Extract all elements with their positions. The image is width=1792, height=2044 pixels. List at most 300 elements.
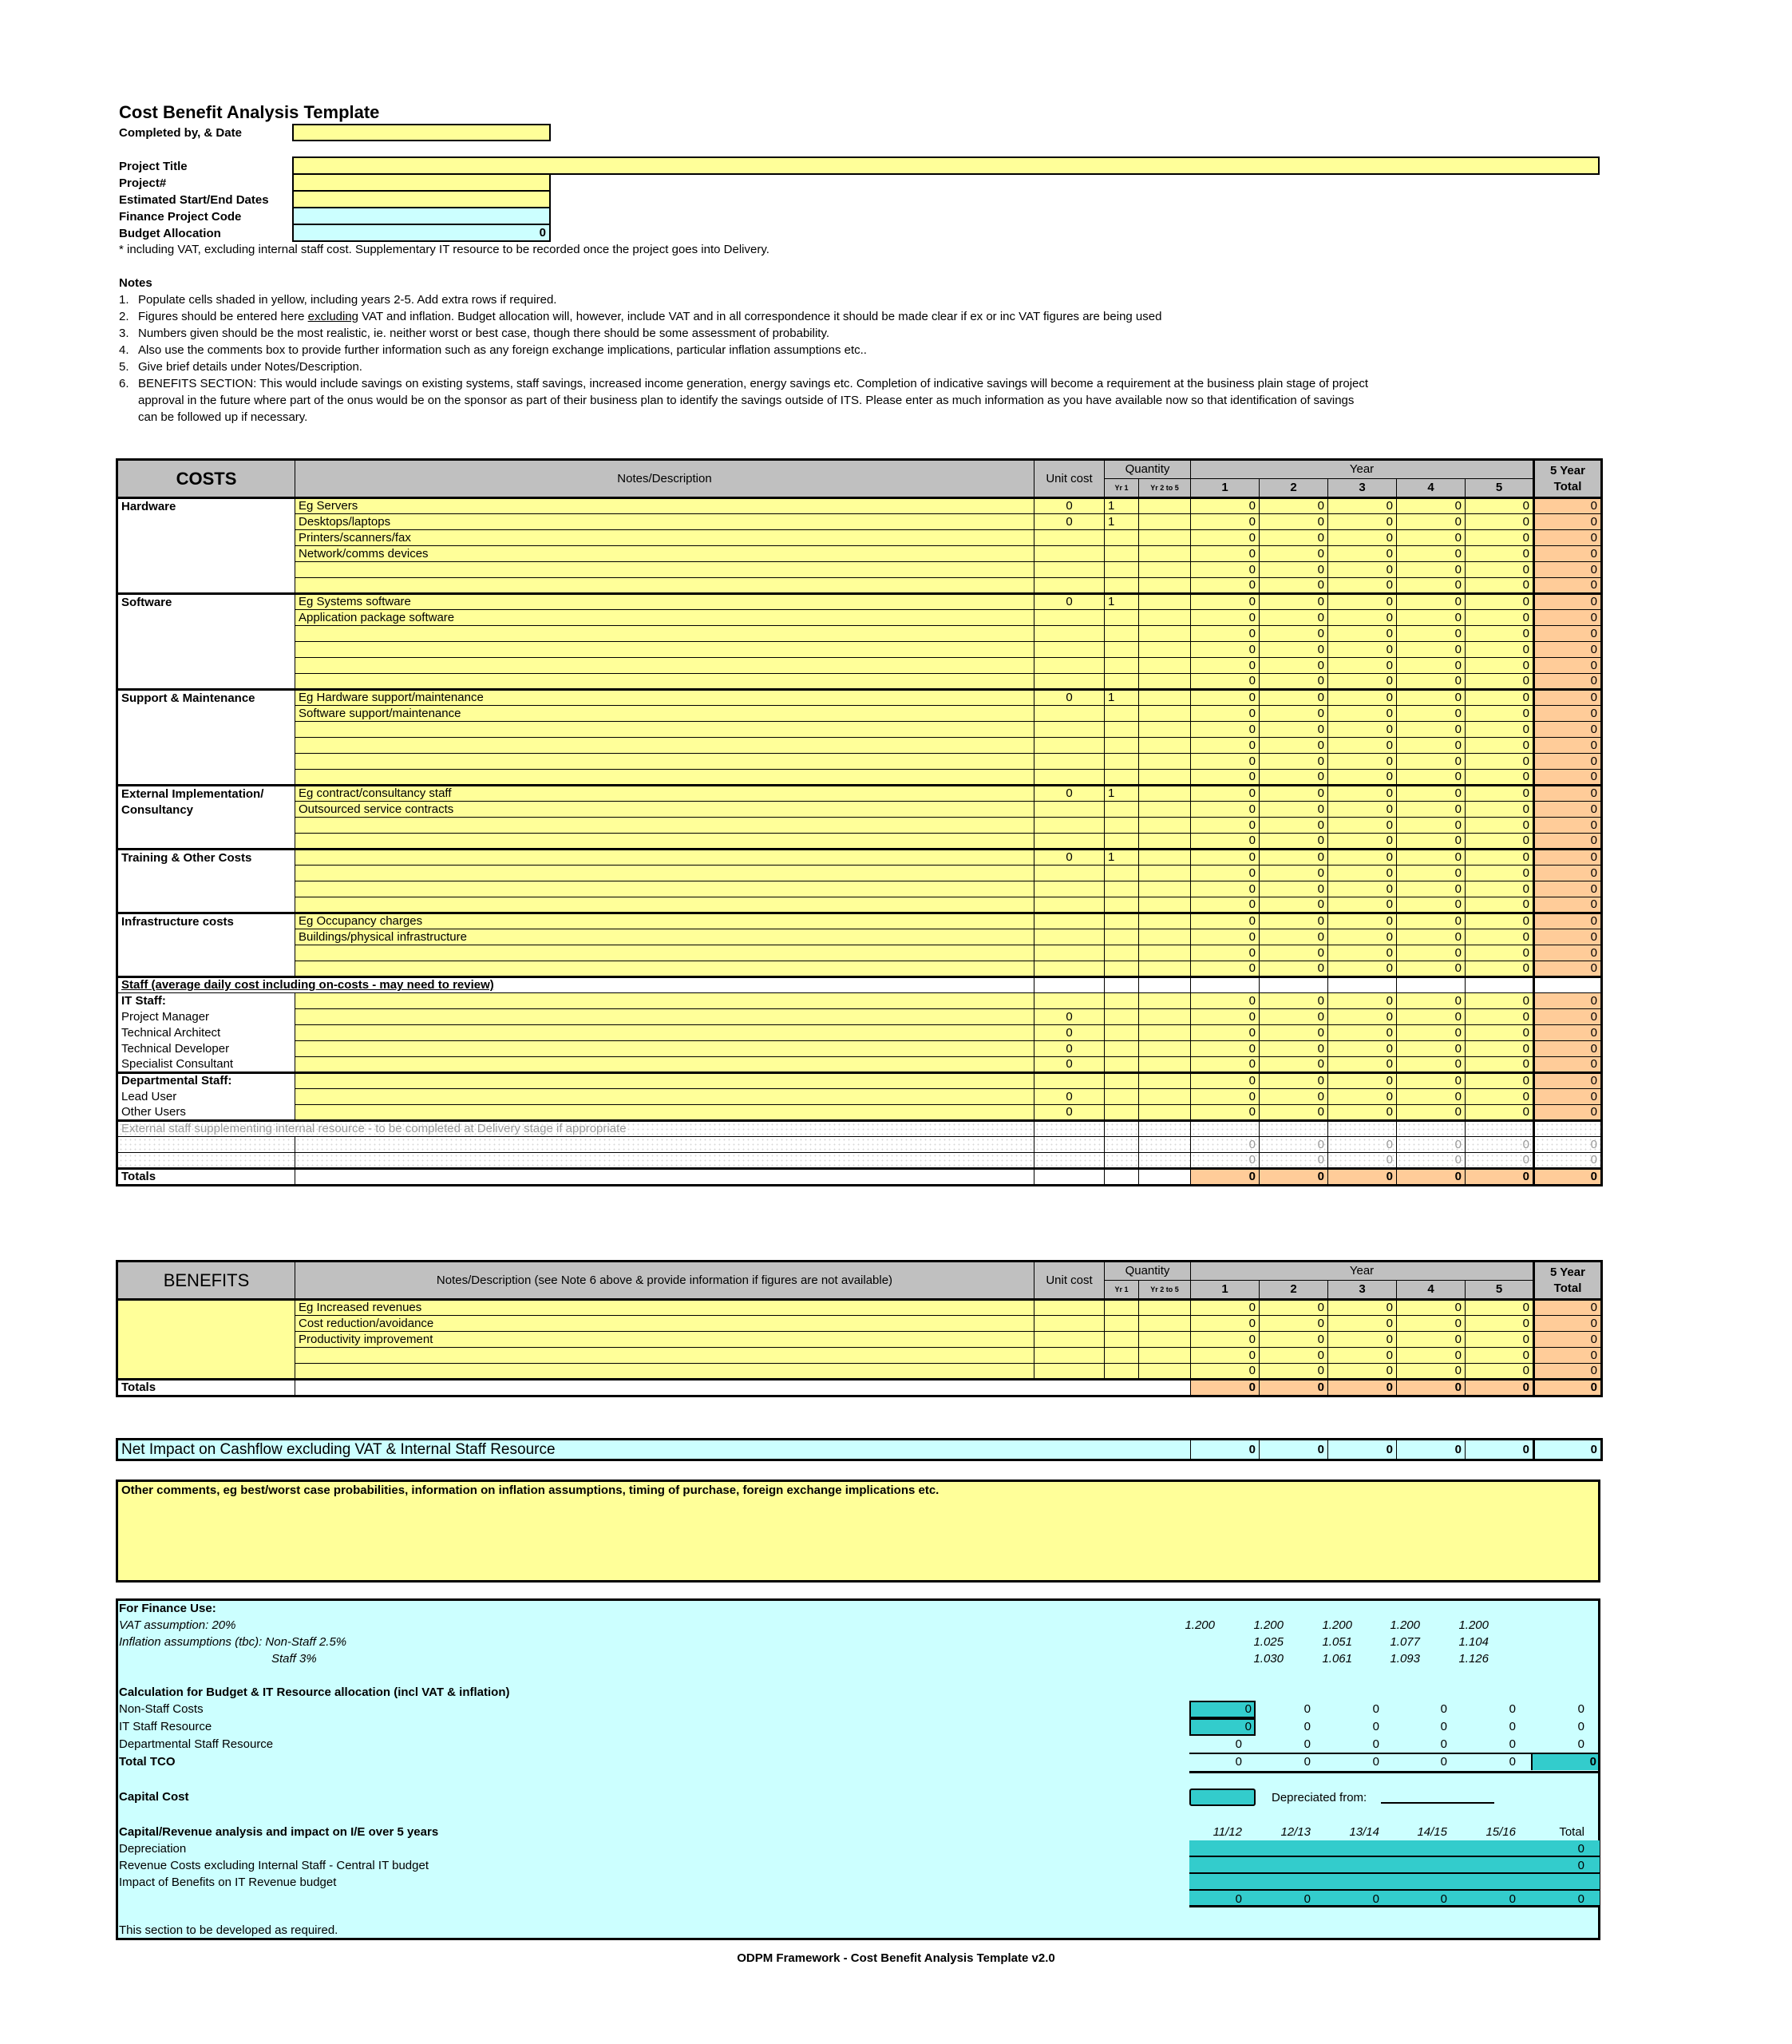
year-2-cell[interactable]: 0 [1260,1089,1328,1105]
year-1-cell[interactable]: 0 [1191,578,1260,594]
year-2-cell[interactable]: 0 [1260,642,1328,658]
year-2-cell[interactable]: 0 [1260,850,1328,866]
year-5-cell[interactable]: 0 [1466,498,1534,514]
year-3-cell[interactable]: 0 [1328,881,1397,897]
year-1-cell[interactable]: 0 [1191,881,1260,897]
analysis-row-band[interactable] [1189,1874,1600,1891]
qty-yr2to5-cell[interactable] [1139,530,1191,546]
year-4-cell[interactable]: 0 [1397,1057,1466,1073]
unit-cost-cell[interactable]: 0 [1034,1009,1105,1025]
qty-yr2to5-cell[interactable] [1139,945,1191,961]
year-3-cell[interactable]: 0 [1328,642,1397,658]
year-2-cell[interactable]: 0 [1260,993,1328,1009]
qty-yr1-cell[interactable] [1105,1364,1139,1380]
year-4-cell[interactable]: 0 [1397,1089,1466,1105]
qty-yr1-cell[interactable] [1105,1332,1139,1348]
year-3-cell[interactable]: 0 [1328,1041,1397,1057]
qty-yr1-cell[interactable] [1105,1057,1139,1073]
unit-cost-cell[interactable]: 0 [1034,1105,1105,1121]
qty-yr2to5-cell[interactable] [1139,1332,1191,1348]
year-5-cell[interactable]: 0 [1466,1073,1534,1089]
year-5-cell[interactable]: 0 [1466,1300,1534,1316]
year-4-cell[interactable]: 0 [1397,1009,1466,1025]
description-cell[interactable] [295,1364,1034,1380]
year-1-cell[interactable]: 0 [1191,706,1260,722]
qty-yr1-cell[interactable] [1105,722,1139,738]
year-3-cell[interactable]: 0 [1328,706,1397,722]
year-5-cell[interactable]: 0 [1466,1348,1534,1364]
unit-cost-cell[interactable] [1034,866,1105,881]
year-1-cell[interactable]: 0 [1191,1348,1260,1364]
qty-yr2to5-cell[interactable] [1139,1364,1191,1380]
year-1-cell[interactable]: 0 [1191,546,1260,562]
qty-yr1-cell[interactable] [1105,674,1139,690]
qty-yr2to5-cell[interactable] [1139,1025,1191,1041]
year-1-cell[interactable]: 0 [1191,1073,1260,1089]
year-2-cell[interactable]: 0 [1260,754,1328,770]
year-1-cell[interactable]: 0 [1191,1364,1260,1380]
unit-cost-cell[interactable] [1034,834,1105,850]
description-cell[interactable] [295,818,1034,834]
qty-yr2to5-cell[interactable] [1139,1073,1191,1089]
qty-yr1-cell[interactable] [1105,913,1139,929]
year-2-cell[interactable]: 0 [1260,1332,1328,1348]
year-5-cell[interactable]: 0 [1466,881,1534,897]
qty-yr1-cell[interactable] [1105,738,1139,754]
year-4-cell[interactable]: 0 [1397,850,1466,866]
year-2-cell[interactable]: 0 [1260,1041,1328,1057]
year-4-cell[interactable]: 0 [1397,626,1466,642]
year-2-cell[interactable]: 0 [1260,674,1328,690]
description-cell[interactable]: Network/comms devices [295,546,1034,562]
year-2-cell[interactable]: 0 [1260,929,1328,945]
description-cell[interactable] [295,866,1034,881]
year-1-cell[interactable]: 0 [1191,562,1260,578]
qty-yr1-cell[interactable] [1105,929,1139,945]
qty-yr1-cell[interactable] [1105,1137,1139,1153]
description-cell[interactable] [295,1041,1034,1057]
unit-cost-cell[interactable]: 0 [1034,514,1105,530]
year-2-cell[interactable]: 0 [1260,1009,1328,1025]
description-cell[interactable]: Eg Systems software [295,594,1034,610]
unit-cost-cell[interactable] [1034,738,1105,754]
unit-cost-cell[interactable] [1034,674,1105,690]
description-cell[interactable] [295,881,1034,897]
qty-yr1-cell[interactable] [1105,1348,1139,1364]
unit-cost-cell[interactable] [1034,754,1105,770]
year-4-cell[interactable]: 0 [1397,1364,1466,1380]
year-3-cell[interactable]: 0 [1328,1089,1397,1105]
qty-yr1-cell[interactable] [1105,754,1139,770]
qty-yr2to5-cell[interactable] [1139,610,1191,626]
year-2-cell[interactable]: 0 [1260,770,1328,786]
unit-cost-cell[interactable] [1034,802,1105,818]
year-2-cell[interactable]: 0 [1260,610,1328,626]
year-4-cell[interactable]: 0 [1397,802,1466,818]
year-4-cell[interactable]: 0 [1397,993,1466,1009]
year-4-cell[interactable]: 0 [1397,642,1466,658]
year-2-cell[interactable]: 0 [1260,961,1328,977]
year-3-cell[interactable]: 0 [1328,546,1397,562]
year-3-cell[interactable]: 0 [1328,1057,1397,1073]
qty-yr1-cell[interactable] [1105,945,1139,961]
year-2-cell[interactable]: 0 [1260,818,1328,834]
description-cell[interactable]: Eg Increased revenues [295,1300,1034,1316]
year-2-cell[interactable]: 0 [1260,562,1328,578]
year-3-cell[interactable]: 0 [1328,594,1397,610]
unit-cost-cell[interactable] [1034,818,1105,834]
description-cell[interactable] [295,722,1034,738]
year-4-cell[interactable]: 0 [1397,897,1466,913]
year-4-cell[interactable]: 0 [1397,514,1466,530]
year-5-cell[interactable]: 0 [1466,1025,1534,1041]
year-4-cell[interactable]: 0 [1397,929,1466,945]
qty-yr1-cell[interactable]: 1 [1105,850,1139,866]
year-3-cell[interactable]: 0 [1328,562,1397,578]
year-4-cell[interactable]: 0 [1397,913,1466,929]
qty-yr2to5-cell[interactable] [1139,738,1191,754]
year-4-cell[interactable]: 0 [1397,770,1466,786]
qty-yr1-cell[interactable] [1105,706,1139,722]
year-3-cell[interactable]: 0 [1328,1105,1397,1121]
qty-yr2to5-cell[interactable] [1139,706,1191,722]
year-4-cell[interactable]: 0 [1397,866,1466,881]
qty-yr2to5-cell[interactable] [1139,993,1191,1009]
qty-yr1-cell[interactable] [1105,881,1139,897]
year-3-cell[interactable]: 0 [1328,834,1397,850]
qty-yr2to5-cell[interactable] [1139,626,1191,642]
year-4-cell[interactable]: 0 [1397,754,1466,770]
qty-yr2to5-cell[interactable] [1139,578,1191,594]
year-5-cell[interactable]: 0 [1466,818,1534,834]
year-4-cell[interactable]: 0 [1397,578,1466,594]
description-cell[interactable]: Eg Hardware support/maintenance [295,690,1034,706]
year-5-cell[interactable]: 0 [1466,929,1534,945]
year-4-cell[interactable]: 0 [1397,594,1466,610]
qty-yr2to5-cell[interactable] [1139,818,1191,834]
qty-yr1-cell[interactable]: 1 [1105,786,1139,802]
description-cell[interactable] [295,945,1034,961]
year-3-cell[interactable]: 0 [1328,913,1397,929]
qty-yr2to5-cell[interactable] [1139,1137,1191,1153]
year-1-cell[interactable]: 0 [1191,993,1260,1009]
year-5-cell[interactable]: 0 [1466,578,1534,594]
year-2-cell[interactable]: 0 [1260,1105,1328,1121]
year-1-cell[interactable]: 0 [1191,961,1260,977]
year-3-cell[interactable]: 0 [1328,514,1397,530]
year-2-cell[interactable]: 0 [1260,578,1328,594]
year-1-cell[interactable]: 0 [1191,786,1260,802]
year-5-cell[interactable]: 0 [1466,610,1534,626]
description-cell[interactable] [295,674,1034,690]
year-1-cell[interactable]: 0 [1191,658,1260,674]
qty-yr2to5-cell[interactable] [1139,1089,1191,1105]
start-end-dates-field[interactable] [292,190,551,208]
year-2-cell[interactable]: 0 [1260,834,1328,850]
year-1-cell[interactable]: 0 [1191,1332,1260,1348]
year-3-cell[interactable]: 0 [1328,1364,1397,1380]
qty-yr2to5-cell[interactable] [1139,1009,1191,1025]
year-5-cell[interactable]: 0 [1466,961,1534,977]
year-5-cell[interactable]: 0 [1466,1316,1534,1332]
year-2-cell[interactable]: 0 [1260,530,1328,546]
qty-yr1-cell[interactable] [1105,834,1139,850]
year-2-cell[interactable]: 0 [1260,1364,1328,1380]
description-cell[interactable] [295,1348,1034,1364]
year-1-cell[interactable]: 0 [1191,722,1260,738]
year-1-cell[interactable]: 0 [1191,1041,1260,1057]
year-4-cell[interactable]: 0 [1397,1332,1466,1348]
year-4-cell[interactable]: 0 [1397,961,1466,977]
qty-yr2to5-cell[interactable] [1139,754,1191,770]
year-5-cell[interactable]: 0 [1466,850,1534,866]
year-4-cell[interactable]: 0 [1397,1025,1466,1041]
year-3-cell[interactable]: 0 [1328,770,1397,786]
qty-yr1-cell[interactable] [1105,818,1139,834]
year-5-cell[interactable]: 0 [1466,834,1534,850]
year-2-cell[interactable]: 0 [1260,1025,1328,1041]
unit-cost-cell[interactable] [1034,1300,1105,1316]
qty-yr1-cell[interactable] [1105,1300,1139,1316]
calc-year-1[interactable]: 0 [1189,1718,1256,1736]
year-2-cell[interactable]: 0 [1260,881,1328,897]
year-3-cell[interactable]: 0 [1328,850,1397,866]
unit-cost-cell[interactable] [1034,1332,1105,1348]
unit-cost-cell[interactable] [1034,913,1105,929]
year-2-cell[interactable]: 0 [1260,706,1328,722]
qty-yr2to5-cell[interactable] [1139,1057,1191,1073]
qty-yr1-cell[interactable]: 1 [1105,498,1139,514]
unit-cost-cell[interactable] [1034,578,1105,594]
year-1-cell[interactable]: 0 [1191,1316,1260,1332]
qty-yr2to5-cell[interactable] [1139,722,1191,738]
year-1-cell[interactable]: 0 [1191,1105,1260,1121]
year-1-cell[interactable]: 0 [1191,1025,1260,1041]
qty-yr1-cell[interactable] [1105,866,1139,881]
unit-cost-cell[interactable]: 0 [1034,1057,1105,1073]
year-1-cell[interactable]: 0 [1191,913,1260,929]
description-cell[interactable] [295,1137,1034,1153]
description-cell[interactable] [295,1025,1034,1041]
year-5-cell[interactable]: 0 [1466,754,1534,770]
qty-yr1-cell[interactable] [1105,802,1139,818]
unit-cost-cell[interactable] [1034,993,1105,1009]
year-1-cell[interactable]: 0 [1191,690,1260,706]
qty-yr2to5-cell[interactable] [1139,786,1191,802]
qty-yr1-cell[interactable] [1105,546,1139,562]
qty-yr1-cell[interactable] [1105,770,1139,786]
description-cell[interactable] [295,562,1034,578]
year-1-cell[interactable]: 0 [1191,674,1260,690]
qty-yr1-cell[interactable] [1105,1153,1139,1169]
qty-yr2to5-cell[interactable] [1139,850,1191,866]
year-1-cell[interactable]: 0 [1191,770,1260,786]
description-cell[interactable]: Productivity improvement [295,1332,1034,1348]
unit-cost-cell[interactable]: 0 [1034,1041,1105,1057]
unit-cost-cell[interactable] [1034,929,1105,945]
calc-year-1[interactable]: 0 [1189,1701,1256,1718]
qty-yr2to5-cell[interactable] [1139,1153,1191,1169]
unit-cost-cell[interactable] [1034,1153,1105,1169]
unit-cost-cell[interactable] [1034,1364,1105,1380]
unit-cost-cell[interactable] [1034,945,1105,961]
description-cell[interactable] [295,642,1034,658]
year-1-cell[interactable]: 0 [1191,897,1260,913]
description-cell[interactable]: Eg contract/consultancy staff [295,786,1034,802]
year-4-cell[interactable]: 0 [1397,1105,1466,1121]
year-3-cell[interactable]: 0 [1328,945,1397,961]
year-5-cell[interactable]: 0 [1466,945,1534,961]
year-3-cell[interactable]: 0 [1328,690,1397,706]
comments-box[interactable] [116,1480,1600,1583]
qty-yr2to5-cell[interactable] [1139,897,1191,913]
unit-cost-cell[interactable] [1034,546,1105,562]
year-1-cell[interactable]: 0 [1191,498,1260,514]
year-5-cell[interactable]: 0 [1466,690,1534,706]
qty-yr1-cell[interactable] [1105,578,1139,594]
year-3-cell[interactable]: 0 [1328,578,1397,594]
unit-cost-cell[interactable]: 0 [1034,498,1105,514]
description-cell[interactable] [295,993,1034,1009]
year-3-cell[interactable]: 0 [1328,802,1397,818]
description-cell[interactable] [295,770,1034,786]
year-5-cell[interactable]: 0 [1466,1332,1534,1348]
unit-cost-cell[interactable] [1034,642,1105,658]
qty-yr2to5-cell[interactable] [1139,866,1191,881]
unit-cost-cell[interactable] [1034,658,1105,674]
year-1-cell[interactable]: 0 [1191,1089,1260,1105]
qty-yr1-cell[interactable] [1105,610,1139,626]
year-1-cell[interactable]: 0 [1191,929,1260,945]
qty-yr2to5-cell[interactable] [1139,562,1191,578]
description-cell[interactable]: Desktops/laptops [295,514,1034,530]
year-2-cell[interactable]: 0 [1260,913,1328,929]
year-4-cell[interactable]: 0 [1397,690,1466,706]
description-cell[interactable] [295,834,1034,850]
year-4-cell[interactable]: 0 [1397,722,1466,738]
qty-yr1-cell[interactable]: 1 [1105,594,1139,610]
unit-cost-cell[interactable] [1034,1316,1105,1332]
qty-yr2to5-cell[interactable] [1139,658,1191,674]
qty-yr2to5-cell[interactable] [1139,802,1191,818]
year-2-cell[interactable]: 0 [1260,498,1328,514]
unit-cost-cell[interactable] [1034,770,1105,786]
year-5-cell[interactable]: 0 [1466,913,1534,929]
year-1-cell[interactable]: 0 [1191,514,1260,530]
year-2-cell[interactable]: 0 [1260,690,1328,706]
qty-yr2to5-cell[interactable] [1139,834,1191,850]
year-5-cell[interactable]: 0 [1466,594,1534,610]
year-2-cell[interactable]: 0 [1260,722,1328,738]
year-3-cell[interactable]: 0 [1328,626,1397,642]
description-cell[interactable] [295,626,1034,642]
qty-yr1-cell[interactable] [1105,1025,1139,1041]
year-1-cell[interactable]: 0 [1191,945,1260,961]
year-4-cell[interactable]: 0 [1397,1348,1466,1364]
qty-yr1-cell[interactable] [1105,658,1139,674]
year-4-cell[interactable]: 0 [1397,786,1466,802]
description-cell[interactable] [295,1153,1034,1169]
description-cell[interactable] [295,578,1034,594]
year-1-cell[interactable]: 0 [1191,802,1260,818]
unit-cost-cell[interactable] [1034,897,1105,913]
unit-cost-cell[interactable] [1034,722,1105,738]
qty-yr2to5-cell[interactable] [1139,929,1191,945]
unit-cost-cell[interactable]: 0 [1034,786,1105,802]
qty-yr2to5-cell[interactable] [1139,1348,1191,1364]
unit-cost-cell[interactable] [1034,562,1105,578]
year-3-cell[interactable]: 0 [1328,818,1397,834]
year-1-cell[interactable]: 0 [1191,850,1260,866]
unit-cost-cell[interactable] [1034,961,1105,977]
qty-yr1-cell[interactable]: 1 [1105,690,1139,706]
unit-cost-cell[interactable]: 0 [1034,1025,1105,1041]
year-5-cell[interactable]: 0 [1466,658,1534,674]
year-4-cell[interactable]: 0 [1397,738,1466,754]
year-4-cell[interactable]: 0 [1397,562,1466,578]
year-2-cell[interactable]: 0 [1260,786,1328,802]
year-1-cell[interactable]: 0 [1191,1300,1260,1316]
qty-yr2to5-cell[interactable] [1139,961,1191,977]
unit-cost-cell[interactable] [1034,1137,1105,1153]
year-4-cell[interactable]: 0 [1397,945,1466,961]
qty-yr1-cell[interactable] [1105,562,1139,578]
year-3-cell[interactable]: 0 [1328,1316,1397,1332]
year-2-cell[interactable]: 0 [1260,1316,1328,1332]
year-1-cell[interactable]: 0 [1191,642,1260,658]
year-2-cell[interactable]: 0 [1260,1348,1328,1364]
year-5-cell[interactable]: 0 [1466,562,1534,578]
year-3-cell[interactable]: 0 [1328,674,1397,690]
qty-yr1-cell[interactable] [1105,530,1139,546]
year-3-cell[interactable]: 0 [1328,929,1397,945]
year-3-cell[interactable]: 0 [1328,754,1397,770]
budget-allocation-field[interactable]: 0 [292,224,551,242]
year-2-cell[interactable]: 0 [1260,546,1328,562]
year-1-cell[interactable]: 0 [1191,866,1260,881]
year-4-cell[interactable]: 0 [1397,610,1466,626]
qty-yr1-cell[interactable] [1105,961,1139,977]
year-5-cell[interactable]: 0 [1466,1089,1534,1105]
depreciated-from-field[interactable] [1381,1802,1494,1804]
description-cell[interactable]: Eg Servers [295,498,1034,514]
description-cell[interactable] [295,1089,1034,1105]
year-5-cell[interactable]: 0 [1466,1041,1534,1057]
qty-yr1-cell[interactable] [1105,1009,1139,1025]
year-3-cell[interactable]: 0 [1328,610,1397,626]
year-2-cell[interactable]: 0 [1260,514,1328,530]
year-5-cell[interactable]: 0 [1466,786,1534,802]
year-3-cell[interactable]: 0 [1328,897,1397,913]
qty-yr2to5-cell[interactable] [1139,690,1191,706]
year-3-cell[interactable]: 0 [1328,738,1397,754]
qty-yr1-cell[interactable]: 1 [1105,514,1139,530]
description-cell[interactable]: Application package software [295,610,1034,626]
year-2-cell[interactable]: 0 [1260,945,1328,961]
year-5-cell[interactable]: 0 [1466,530,1534,546]
unit-cost-cell[interactable]: 0 [1034,1089,1105,1105]
year-3-cell[interactable]: 0 [1328,1025,1397,1041]
unit-cost-cell[interactable] [1034,1348,1105,1364]
year-3-cell[interactable]: 0 [1328,1332,1397,1348]
year-5-cell[interactable]: 0 [1466,993,1534,1009]
year-5-cell[interactable]: 0 [1466,642,1534,658]
year-2-cell[interactable]: 0 [1260,626,1328,642]
year-5-cell[interactable]: 0 [1466,738,1534,754]
year-4-cell[interactable]: 0 [1397,1300,1466,1316]
year-3-cell[interactable]: 0 [1328,722,1397,738]
year-5-cell[interactable]: 0 [1466,722,1534,738]
